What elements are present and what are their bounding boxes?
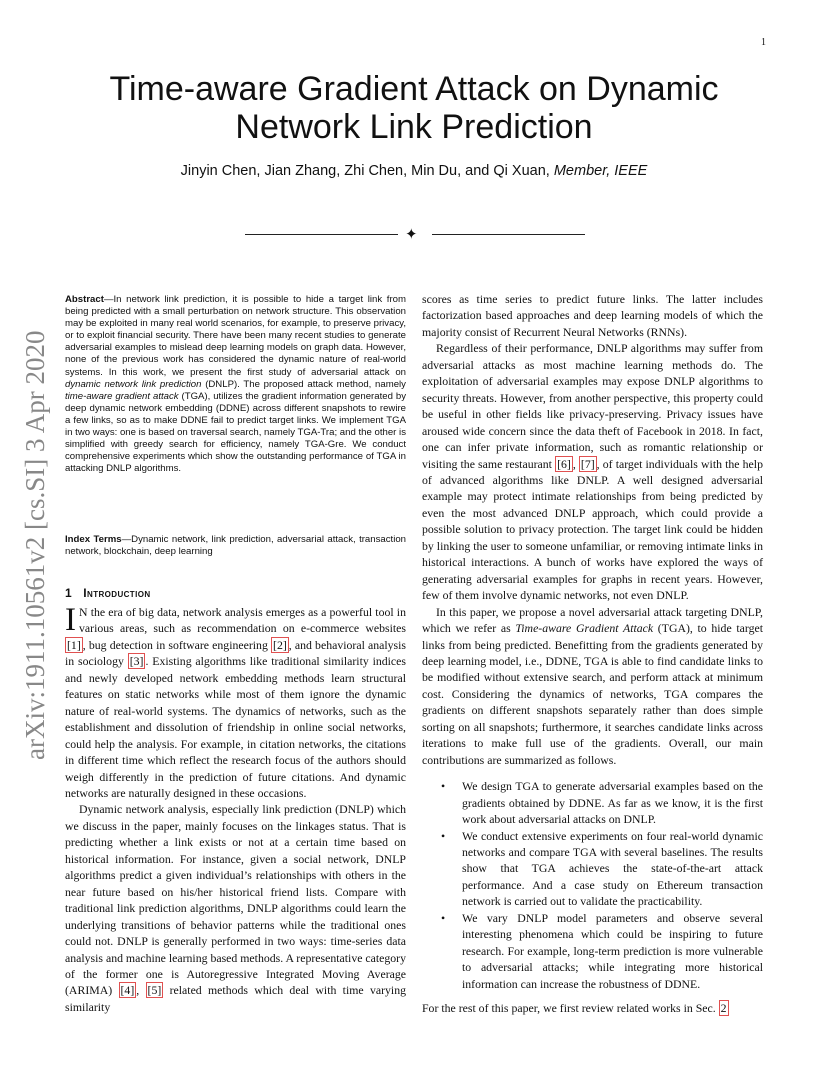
citation-link[interactable]: [5]: [147, 983, 162, 998]
title-line-2: Network Link Prediction: [235, 108, 593, 146]
abstract-text-3: (TGA), utilizes the gradient information generated by deep dynamic network embedding (DDNE) across different snapshots to rewire a few links, so as to make DDNE fail to predict target links. We implement TGA in two ways: one is based on traversal search, namely TGA-Tra; and the other is simplified with greedy search for efficiency, namely TGA-Gre. We conduct comprehensive experiments which show the outstanding performance of TGA in attacking DNLP algorithms.: [65, 390, 406, 475]
title-divider: [245, 227, 585, 243]
intro-p2-text-a: Dynamic network analysis, especially link prediction (DNLP) which we discuss in the paper, mainly focuses on the linkages status. That is predicting whether a link exists or not at a certain time based on historical information. For instance, given a social network, DNLP algorithms predict a given individual’s relationships with others in the near future based on his/her historical friend lists. Compare with traditional link prediction algorithms, DNLP algorithms could learn the underlying transitions of behavior patterns while the traditional ones could not. DNLP is generally performed in two ways: time-series data analysis and machine learning based methods. A representative category of the former one is Autoregressive Integrated Moving Average (ARIMA): [65, 802, 407, 998]
intro-paragraph-1: [65, 604, 406, 801]
section-heading: [65, 586, 151, 600]
abstract: [65, 294, 406, 475]
divider-star-icon: ✦: [405, 225, 418, 243]
list-item: [422, 828, 763, 910]
author-membership: Member, IEEE: [553, 163, 648, 179]
section-number: 1: [65, 586, 73, 600]
intro-p1-text-b: , bug detection in software engineering: [82, 637, 272, 652]
right-p1-text-c: , of target individuals with the help of advanced algorithms like DNLP. A well designed adversarial example may protect intimate relationships from being predicted by even the most advanced DNLP approach, which could provide a possible solution to privacy protection. The target link could be hidden by linking the user to someone unfamiliar, or removing intimate links in historical interactions. A bunch of works have explored the ways of generating adversarial examples for graphs in recent years. However, few of them involve dynamic networks, not even DNLP.: [422, 456, 763, 603]
right-paragraph-3: [422, 1000, 763, 1016]
citation-link[interactable]: [2]: [273, 637, 287, 652]
citation-link[interactable]: [3]: [129, 654, 144, 669]
right-column: [422, 291, 763, 1016]
right-p2-text-a: In this paper, we propose a novel adversarial attack targeting DNLP, which we refer as: [422, 604, 763, 636]
abstract-text-1: —In network link prediction, it is possible to hide a target link from being predicted with a small perturbation on network structure. This observation may be exploited in many real world scenarios, for example, to preserve privacy, or to exploit financial security. There have been many recent studies to generate adversarial examples to mislead deep learning models on graph data. However, none of the previous work has considered the dynamic nature of real-world systems. In this work, we present the first study of adversarial attack on: [65, 294, 406, 378]
right-p1-text-a: Regardless of their performance, DNLP algorithms may suffer from adversarial attacks as most machine learning methods do. The exploitation of adversarial examples may expose DNLP algorithms to security threats. However, from another perspective, this property could be useful in other fields like privacy-preserving. Privacy issues have aroused wide concern since the data theft of Facebook in 2018. In fact, one can infer private information, such as romantic relationship or visiting the same restaurant: [422, 341, 763, 471]
arxiv-stamp: arXiv:1911.10561v2 [cs.SI] 3 Apr 2020: [20, 330, 50, 760]
divider-line-right: [432, 234, 585, 235]
intro-p2-text-c: related methods which deal with time varying similarity: [65, 983, 406, 1014]
right-paragraph-2: [422, 604, 763, 769]
dropcap-letter: I: [65, 602, 76, 638]
citation-link[interactable]: [7]: [580, 456, 595, 471]
right-p1-text-b: ,: [572, 456, 579, 471]
paper-title: [0, 70, 828, 146]
bullet-icon: •: [441, 779, 446, 794]
list-item-text: We design TGA to generate adversarial examples based on the gradients obtained by DDNE. As far as we know, it is the first work about adversarial attacks on DNLP.: [462, 779, 763, 827]
index-terms-text: —Dynamic network, link prediction, adversarial attack, transaction network, blockchain, deep learning: [65, 534, 406, 558]
author-names: Jinyin Chen, Jian Zhang, Zhi Chen, Min Du, and Qi Xuan,: [180, 163, 550, 179]
list-item: [422, 778, 763, 827]
author-list: [0, 163, 828, 179]
bullet-icon: •: [441, 828, 446, 843]
citation-link[interactable]: [6]: [557, 456, 571, 471]
index-terms: [65, 534, 406, 558]
right-p2-emphasis: Time-aware Gradient Attack: [515, 621, 654, 636]
intro-paragraph-2: [65, 801, 406, 1015]
list-item-text: We conduct extensive experiments on four real-world dynamic networks and compare TGA with several baselines. The results show that TGA achieves the state-of-the-art attack performance. And a case study on Ethereum transaction network is carried out to validate the practicability.: [462, 828, 763, 909]
index-terms-label: Index Terms: [65, 534, 122, 545]
right-paragraph-1: [422, 340, 763, 603]
citation-link[interactable]: [4]: [120, 983, 135, 998]
right-paragraph-0: scores as time series to predict future links. The latter includes factorization based approaches and deep learning models of which the majority consist of Recurrent Neural Networks (RNNs).: [422, 292, 763, 339]
bullet-icon: •: [441, 910, 446, 925]
intro-p1-text-a: N the era of big data, network analysis emerges as a powerful tool in various areas, such as recommendation on e-commerce websites: [79, 605, 406, 636]
title-line-1: Time-aware Gradient Attack on Dynamic: [109, 70, 719, 108]
abstract-text-2: (DNLP). The proposed attack method, namely: [201, 378, 406, 390]
right-p2-text-b: (TGA), to hide target links from being predicted. Benefitting from the gradients generated by deep learning model, i.e., DDNE, TGA is able to find candidate links to be modified without extensive search, and perform attack at minimum cost. Considering the dynamics of networks, TGA compares the gradients on different snapshots separately rather than does simple sorting on all snapshots; furthermore, it searches candidate links across iterations to make full use of the gradients. Overall, our main contributions are summarized as follows.: [422, 621, 763, 767]
intro-p1-text-c: , and behavioral analysis in sociology: [65, 637, 406, 669]
right-p3-text: For the rest of this paper, we first review related works in Sec.: [422, 1001, 719, 1016]
divider-line-left: [245, 234, 398, 235]
intro-p2-text-b: ,: [136, 983, 146, 998]
left-column: [65, 604, 406, 1015]
section-title: Introduction: [83, 586, 151, 600]
citation-link[interactable]: [1]: [67, 637, 81, 652]
list-item: [422, 910, 763, 992]
contribution-list: [422, 778, 763, 992]
section-link[interactable]: 2: [720, 1001, 727, 1016]
abstract-em-1: dynamic network link prediction: [65, 378, 202, 390]
list-item-text: We vary DNLP model parameters and observe several interesting phenomena which could be inspiring to future research. For example, long-term prediction is more vulnerable to adversarial attacks; while integrating more historical information can increase the robustness of DDNE.: [462, 910, 763, 991]
page-number: 1: [761, 37, 766, 48]
abstract-em-2: time-aware gradient attack: [65, 390, 179, 402]
abstract-label: Abstract: [65, 294, 104, 305]
intro-p1-text-d: . Existing algorithms like traditional similarity indices and newly developed network embedding methods learn structural features on static networks while most of them ignore the dynamic nature of real-world systems. The dynamics of networks, such as the establishment and dissolution of friendship in online social networks, could help the analysis. For example, in citation networks, the citations in different time which reflect the research focus of the authors should weigh differently in the prediction of future citations. And dynamic networks are naturally designed in these occasions.: [65, 654, 406, 800]
